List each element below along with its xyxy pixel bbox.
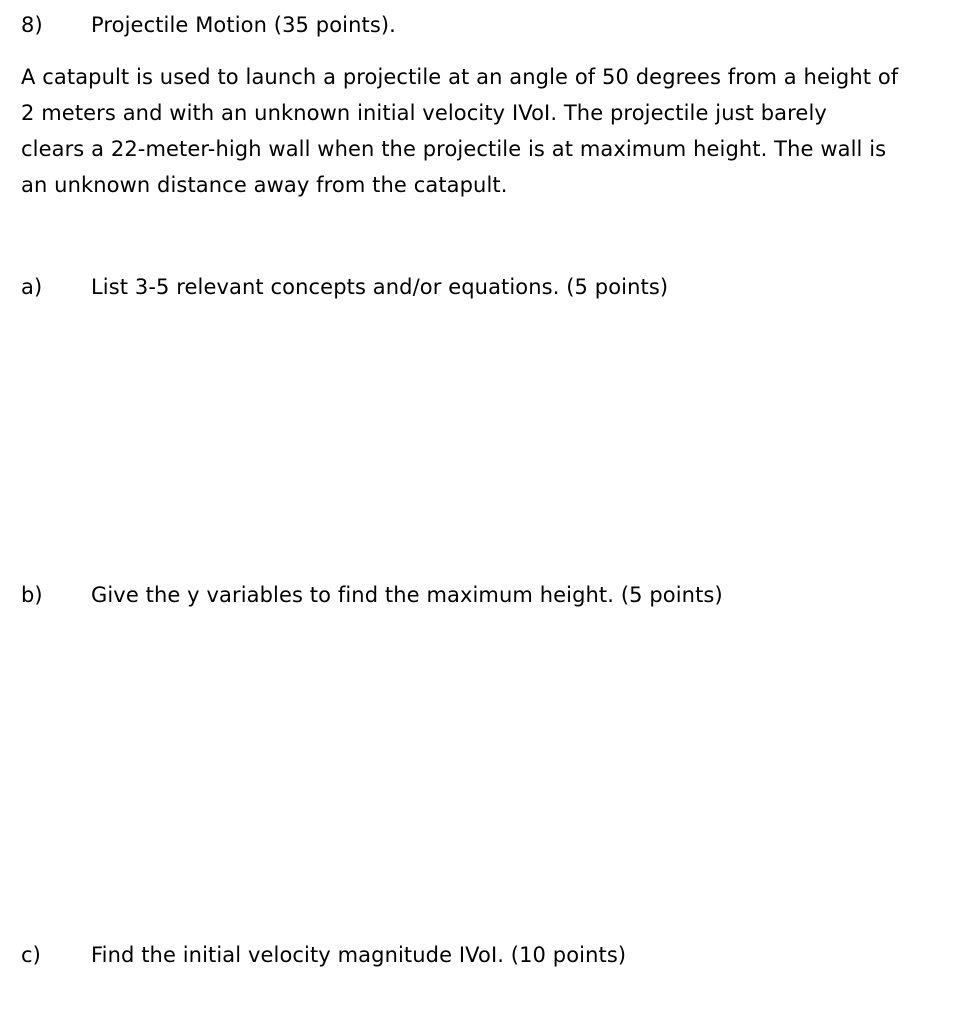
problem-title: Projectile Motion (35 points). — [91, 13, 396, 37]
part-c-label: c) — [21, 943, 41, 967]
statement-line: 2 meters and with an unknown initial velocity IVoI. The projectile just barely — [21, 101, 827, 125]
problem-statement — [21, 59, 941, 203]
statement-line: A catapult is used to launch a projectile at an angle of 50 degrees from a height of — [21, 65, 899, 89]
statement-line: clears a 22-meter-high wall when the projectile is at maximum height. The wall is — [21, 137, 887, 161]
part-b — [0, 583, 960, 613]
problem-header — [0, 13, 960, 43]
part-a — [0, 275, 960, 305]
statement-line: an unknown distance away from the catapult. — [21, 173, 508, 197]
part-a-label: a) — [21, 275, 43, 299]
part-b-question: Give the y variables to find the maximum height. (5 points) — [91, 583, 723, 607]
part-c-question: Find the initial velocity magnitude IVoI. (10 points) — [91, 943, 627, 967]
problem-number: 8) — [21, 13, 43, 37]
part-c — [0, 943, 960, 973]
part-b-label: b) — [21, 583, 43, 607]
part-a-question: List 3-5 relevant concepts and/or equations. (5 points) — [91, 275, 669, 299]
